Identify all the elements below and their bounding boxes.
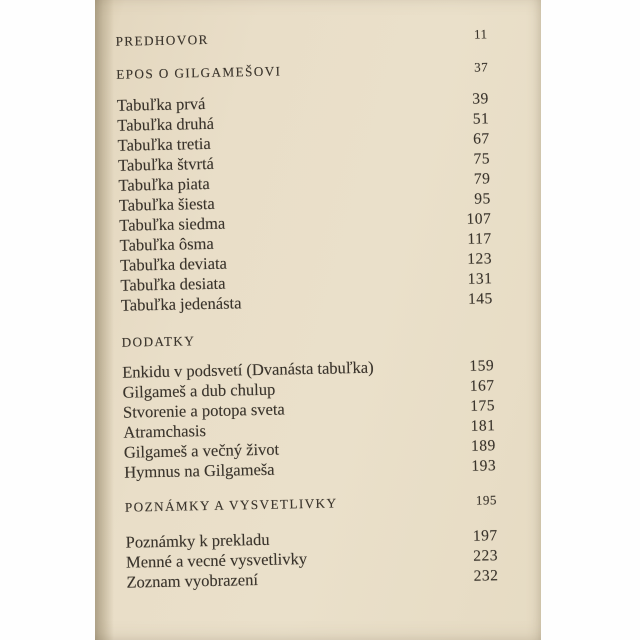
toc-section-label: EPOS O GILGAMEŠOVI [116,63,282,82]
toc-page-number: 181 [470,417,496,435]
toc-page-number: 145 [467,290,494,308]
toc-page-number: 195 [475,492,498,508]
toc-page-number: 95 [474,190,492,208]
toc-entry-label: Menné a vecné vysvetlivky [125,549,308,572]
toc-entry-label: Enkidu v podsvetí (Dvanásta tabuľka) [122,357,374,382]
toc-page-number: 232 [473,567,499,585]
toc-page-number: 159 [469,357,495,375]
toc-page-number: 37 [474,59,489,75]
toc-entry-label: Stvorenie a potopa sveta [122,399,285,422]
toc-page-number: 117 [467,230,492,248]
toc-page-number: 11 [473,26,488,42]
toc-row [116,57,488,84]
toc-entry-label: Tabuľka tretia [117,133,211,155]
toc-row [125,490,497,517]
toc-page-number: 197 [472,527,498,545]
toc-entry-label: Tabuľka štvrtá [117,153,215,175]
toc-entry-label: Tabuľka šiesta [118,193,215,215]
toc-entry-label: Tabuľka piata [118,173,210,195]
toc-page-number: 175 [470,397,496,415]
toc-entry-label: Tabuľka prvá [116,94,206,115]
toc-entry-label: Tabuľka ôsma [119,233,214,255]
toc-entry-label: Gilgameš a dub chulup [122,379,276,402]
toc-page-number: 123 [467,250,493,268]
toc-entry-label: Atramchasis [123,421,207,442]
toc-entry-label: Gilgameš a večný život [123,439,280,462]
toc-entry-label: Zoznam vyobrazení [126,570,259,592]
toc-row [115,24,487,51]
toc-page-number: 67 [472,130,490,148]
toc-page-number: 79 [473,170,491,188]
toc-section-label: PREDHOVOR [115,31,209,49]
toc-page-number: 75 [473,150,491,168]
toc-entry-label: Tabuľka siedma [119,213,226,235]
toc-page-number: 131 [467,270,493,288]
table-of-contents [115,24,498,592]
toc-entry-label: Tabuľka deviata [119,253,228,275]
toc-page-number: 107 [466,210,492,228]
toc-row [121,325,493,352]
toc-entry-label: Hymnus na Gilgameša [124,459,275,482]
toc-section-label: DODATKY [121,333,196,350]
toc-page-number: 189 [470,437,496,455]
toc-page-number: 39 [472,90,489,108]
toc-entry-label: Tabuľka druhá [117,113,215,135]
toc-entry-label: Tabuľka jedenásta [120,293,242,315]
toc-entry-label: Tabuľka desiata [120,273,226,295]
toc-page-number: 167 [469,377,495,395]
book-page [95,0,541,640]
toc-page-number: 51 [472,110,490,128]
toc-entry-label: Poznámky k prekladu [125,529,270,552]
toc-page-number: 223 [473,547,499,565]
toc-section-label: POZNÁMKY A VYSVETLIVKY [124,495,338,515]
toc-page-number: 193 [471,457,497,475]
